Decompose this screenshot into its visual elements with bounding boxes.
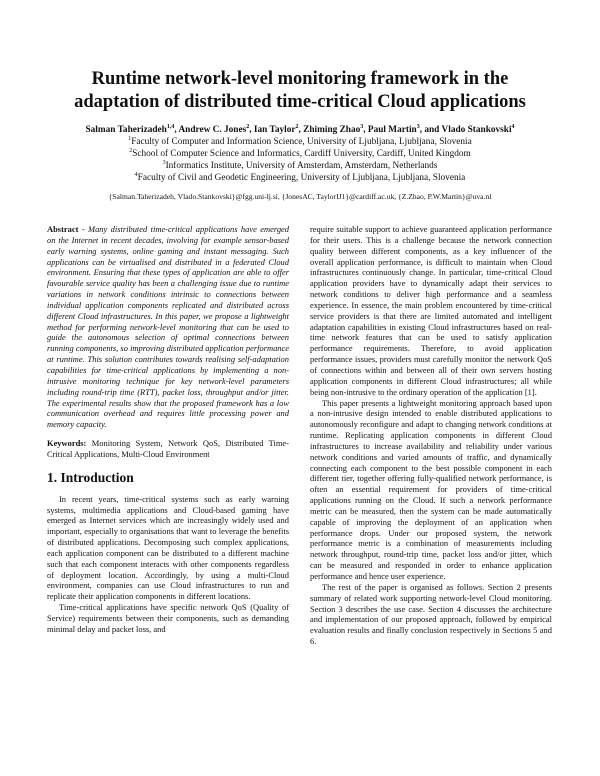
section-heading: 1. Introduction bbox=[47, 469, 134, 485]
body-paragraph: In recent years, time-critical systems such as early warning systems, multimedia applications and Cloud-based gaming have emerged as Internet services which are increasingly widely used and important, especially to organisations that want to leverage the benefits of distributed applications. Decomposing such complex applications, each application component can be distributed to a different machine such that each component interacts with other components regardless of deployment location. Accordingly, by using a multi-Cloud environment, companies can use Cloud infrastructures to run and replicate their application components in different locations. bbox=[47, 493, 289, 602]
affiliation bbox=[0, 160, 600, 172]
affiliation-text: Faculty of Computer and Information Science, University of Ljubljana, Ljubljana, Slovenia bbox=[131, 137, 472, 147]
affiliation-text: Informatics Institute, University of Amsterdam, Amsterdam, Netherlands bbox=[165, 161, 438, 171]
body-paragraph: require suitable support to achieve guaranteed application performance for their users. This is a challenge because the network connection quality between different components, as a key influencer of the overall application performance, is difficult to maintain when Cloud infrastructures continuously change. In particular, time-critical Cloud application providers have to dynamically adapt their services to network conditions to deliver high performance and a seamless experience. In essence, the main problem encountered by time-critical service providers is that there are limited automated and intelligent adaptation capabilities in existing Cloud infrastructures based on real-time network features that can be used to satisfy application performance requirements. Therefore, to avoid application performance issues, providers must carefully monitor the network QoS of connections within and between all of their own servers hosting application components in different Cloud infrastructures; all while being non-intrusive to the ordinary operation of the application [1]. bbox=[310, 224, 552, 397]
affiliation-mark: 3 bbox=[162, 159, 166, 166]
author-name: Salman Taherizadeh bbox=[85, 125, 167, 135]
author-name: Ian Taylor bbox=[253, 125, 296, 135]
body-paragraph: The rest of the paper is organised as follows. Section 2 presents summary of related work supporting network-level Cloud monitoring. Section 3 describes the use case. Section 4 discusses the architecture and implementation of our proposed approach, followed by empirical evaluation results and finally conclusion respectively in Sections 5 and 6. bbox=[310, 581, 552, 647]
left-column bbox=[47, 224, 289, 635]
author-list: Salman Taherizadeh$^{1,4}$, Andrew C. Jones$^2$, Ian Taylor$^2$, Zhiming Zhao$^3$, Paul Martin$^3$, and Vlado Stankovski$^4$ bbox=[85, 123, 515, 135]
affiliation-mark: 4 bbox=[134, 171, 138, 178]
affiliation-mark: 2 bbox=[129, 147, 133, 154]
author-affiliation-mark: 3 bbox=[360, 123, 364, 130]
keywords-text: Monitoring System, Network QoS, Distributed Time-Critical Applications, Multi-Cloud Environment bbox=[47, 438, 289, 459]
paper-title-line-2: adaptation of distributed time-critical Cloud applications bbox=[74, 92, 526, 112]
keywords bbox=[47, 438, 289, 460]
author-affiliation-mark: 2 bbox=[295, 123, 299, 130]
author-name: Andrew C. Jones bbox=[178, 125, 247, 135]
affiliation bbox=[0, 136, 600, 148]
affiliation-text: School of Computer Science and Informatics, Cardiff University, Cardiff, United Kingdom bbox=[132, 149, 471, 159]
author-emails: {Salman.Taherizadeh, Vlado.Stankovski}@fgg.uni-lj.si, {JonesAC, TaylorIJ1}@cardiff.ac.uk, {Z.Zhao, P.W.Martin}@uva.nl bbox=[108, 192, 492, 201]
affiliation bbox=[0, 172, 600, 184]
author-affiliation-mark: 1,4 bbox=[166, 123, 175, 130]
paper-title bbox=[0, 68, 600, 114]
author-name: Zhiming Zhao bbox=[303, 125, 361, 135]
affiliation-text: Faculty of Civil and Geodetic Engineering, University of Ljubljana, Ljubljana, Slovenia bbox=[137, 173, 466, 183]
right-column bbox=[310, 224, 552, 647]
author-name: Paul Martin bbox=[367, 125, 417, 135]
author-affiliation-mark: 2 bbox=[246, 123, 250, 130]
abstract-label: Abstract bbox=[47, 224, 79, 234]
author-block bbox=[0, 124, 600, 184]
affiliation bbox=[0, 148, 600, 160]
paper-title-line-1: Runtime network-level monitoring framework in the bbox=[91, 69, 509, 89]
author-name: Vlado Stankovski bbox=[441, 125, 512, 135]
keywords-label: Keywords: bbox=[47, 438, 87, 449]
abstract-text: - Many distributed time-critical applications have emerged on the Internet in recent decades, involving for example sensor-based early warning systems, online gaming and instant messaging. Such applications can be virtualised and distributed in a federated Cloud environment. Ensuring that these types of application are able to offer favourable service quality has been a challenging issue due to runtime variations in network conditions intrinsic to connections between individual application components replicated and distributed across different Cloud infrastructures. In this paper, we propose a lightweight method for performing network-level monitoring that can be used to guide the autonomous selection of optimal connections between running components, so improving distributed application performance at runtime. This solution contributes towards realising self-adaptation capabilities for time-critical applications by implementing a non-intrusive monitoring technique for key network-level parameters including round-trip time (RTT), packet loss, throughput and/or jitter. The experimental results show that the proposed framework has a low communication overhead and requires little processing power and memory capacity. bbox=[47, 224, 289, 430]
body-paragraph: Time-critical applications have specific network QoS (Quality of Service) requirements between their components, such as demanding minimal delay and packet loss, and bbox=[47, 602, 289, 634]
abstract bbox=[47, 224, 289, 430]
body-paragraph: This paper presents a lightweight monitoring approach based upon a non-intrusive design intended to enable distributed applications to autonomously reconfigure and adapt to changing network conditions at runtime. Replicating application components in different Cloud infrastructures to increase availability and reliability under various network conditions and varied amounts of traffic, and dynamically connecting each component to the best possible component in each different tier, together offering fully-qualified network performance, is often an essential requirement for providers of time-critical applications running on the Cloud. If such a network performance metric can be measured, then the system can be made automatically capable of improving the deployment of an application when performance drops. Under our proposed system, the network performance metric is a combination of measurements including network throughput, round-trip time, packet loss and/or jitter, which can be measured and responded in order to enhance application performance and hence user experience. bbox=[310, 397, 552, 581]
author-affiliation-mark: 3 bbox=[416, 123, 420, 130]
affiliation-mark: 1 bbox=[128, 135, 132, 142]
author-affiliation-mark: 4 bbox=[511, 123, 515, 130]
